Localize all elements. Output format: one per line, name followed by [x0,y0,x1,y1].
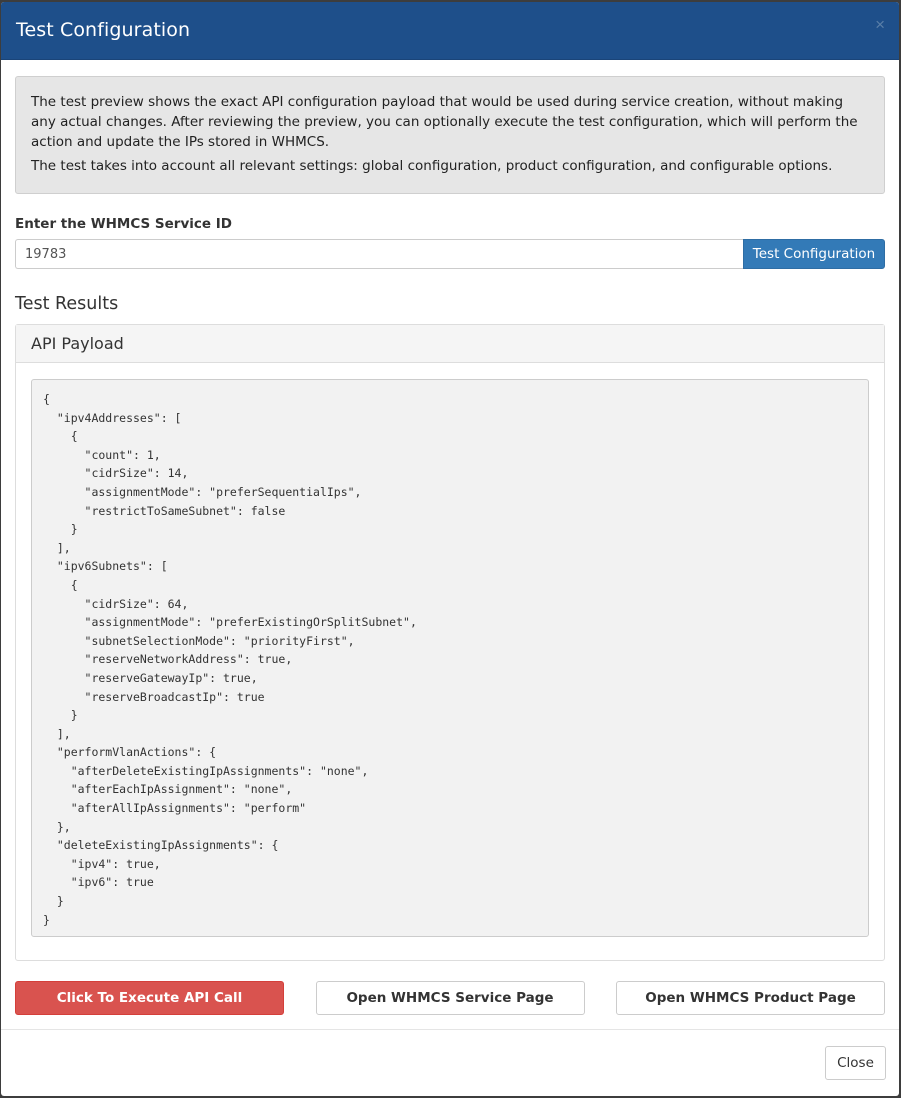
service-id-input-group [15,239,885,269]
api-payload-panel [15,324,885,961]
close-button[interactable]: Close [825,1046,886,1080]
info-paragraph-1: The test preview shows the exact API configuration payload that would be used during service creation, without making any actual changes. After reviewing the preview, you can optionally execute the test configuration, which will perform the action and update the IPs stored in WHMCS. [31,94,858,150]
api-payload-body [16,363,884,953]
info-box [15,76,885,194]
modal-body [1,60,899,1015]
api-payload-code: { "ipv4Addresses": [ { "count": 1, "cidrSize": 14, "assignmentMode": "preferSequentialIps", "restrictToSameSubnet": false } ], "ipv6Subnets": [ { "cidrSize": 64, "assignmentMode": "preferExistingOrSplitSubnet", "subnetSelectionMode": "priorityFirst", "reserveNetworkAddress": true, "reserveGatewayIp": true, "reserveBroadcastIp": true } ], "performVlanActions": { "afterDeleteExistingIpAssignments": "none", "afterEachIpAssignment": "none", "afterAllIpAssignments": "perform" }, "deleteExistingIpAssignments": { "ipv4": true, "ipv6": true } } [31,379,869,937]
service-id-input[interactable] [15,239,743,269]
modal-header [1,2,899,60]
modal-title: Test Configuration [16,19,191,41]
execute-api-call-button[interactable]: Click To Execute API Call [15,981,284,1015]
api-payload-title: API Payload [16,325,884,363]
close-icon[interactable]: × [875,15,885,34]
action-button-row [15,981,885,1015]
modal-footer [1,1029,899,1096]
test-configuration-button[interactable]: Test Configuration [743,239,885,269]
open-service-page-button[interactable]: Open WHMCS Service Page [316,981,585,1015]
test-results-heading: Test Results [15,294,119,314]
info-paragraph-2: The test takes into account all relevant settings: global configuration, product configuration, and configurable options. [31,158,833,174]
open-product-page-button[interactable]: Open WHMCS Product Page [616,981,885,1015]
test-configuration-modal [1,2,899,1096]
service-id-label: Enter the WHMCS Service ID [15,216,232,232]
